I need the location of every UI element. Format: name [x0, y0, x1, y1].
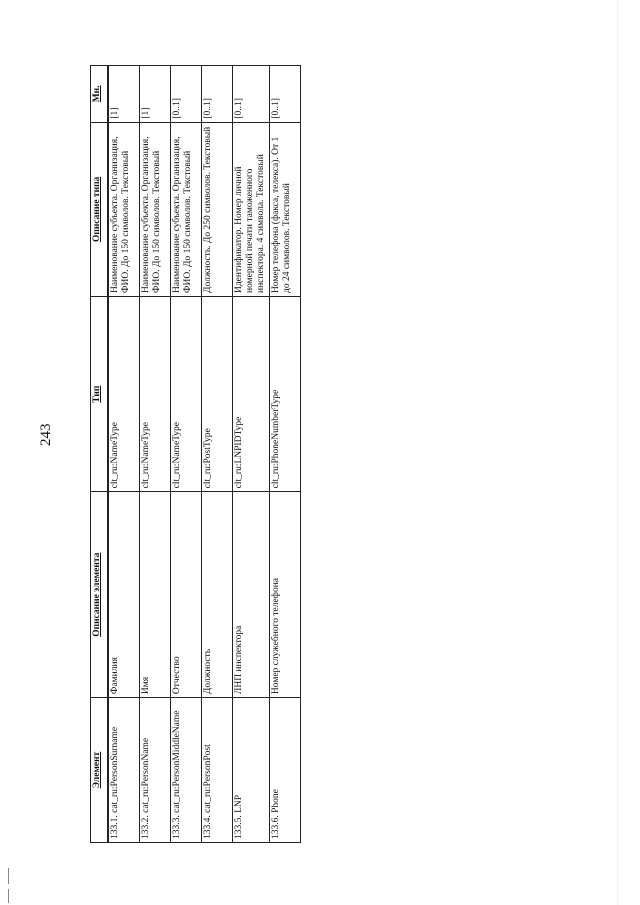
table-row [269, 66, 300, 843]
table-row [108, 66, 139, 843]
cell-type-description: Идентификатор. Номер личной номерной печати таможенного инспектора. 4 символа. Текстовый [232, 122, 269, 296]
cell-type: clt_ru:NameType [139, 297, 170, 492]
cell-type: clt_ru:NameType [108, 297, 139, 492]
table-header-row [91, 66, 109, 843]
table-row [139, 66, 170, 843]
element-name: cat_ru:PersonName [140, 737, 151, 813]
cell-type: clt_ru:PhoneNumberType [269, 297, 300, 492]
cell-element [232, 698, 269, 843]
row-number: 133.5. [233, 815, 244, 839]
cell-multiplicity: [0..1] [201, 66, 232, 123]
cell-type-description: Должность. До 250 символов. Текстовый [201, 122, 232, 296]
cell-element [108, 698, 139, 843]
cell-element-description: Отчество [170, 492, 201, 698]
cell-type-description: Наименование субъекта. Организация, ФИО. До 150 символов. Текстовый [108, 122, 139, 296]
elements-table [90, 65, 301, 843]
table-row [201, 66, 232, 843]
row-number: 133.6. [270, 815, 281, 839]
element-name: LNP [233, 794, 244, 813]
cell-element [170, 698, 201, 843]
row-number: 133.4. [202, 815, 213, 839]
scan-mark [8, 889, 9, 903]
cell-type: clt_ru:PostType [201, 297, 232, 492]
cell-type-description: Наименование субъекта. Организация, ФИО. До 150 символов. Текстовый [139, 122, 170, 296]
cell-multiplicity: [1] [108, 66, 139, 123]
header-multiplicity: Мн. [91, 66, 109, 123]
cell-multiplicity: [1] [139, 66, 170, 123]
header-element-description: Описание элемента [91, 492, 109, 698]
cell-element [269, 698, 300, 843]
cell-type-description: Наименование субъекта. Организация, ФИО. До 150 символов. Текстовый [170, 122, 201, 296]
header-type: Тип [91, 297, 109, 492]
element-name: cat_ru:PersonPost [202, 744, 213, 813]
header-type-description: Описание типа [91, 122, 109, 296]
cell-type-description: Номер телефона (факса, телекса). От 1 до 24 символов. Текстовый [269, 122, 300, 296]
cell-element-description: Номер служебного телефона [269, 492, 300, 698]
page-number: 243 [38, 423, 54, 446]
header-element: Элемент [91, 698, 109, 843]
cell-multiplicity: [0..1] [269, 66, 300, 123]
cell-element [201, 698, 232, 843]
table-row [232, 66, 269, 843]
cell-element-description: Фамилия [108, 492, 139, 698]
cell-type: clt_ru:NameType [170, 297, 201, 492]
cell-element-description: Должность [201, 492, 232, 698]
page-edge [617, 0, 618, 905]
row-number: 133.2. [140, 815, 151, 839]
element-name: cat_ru:PersonSurname [110, 726, 120, 813]
cell-element [139, 698, 170, 843]
cell-element-description: Имя [139, 492, 170, 698]
table-row [170, 66, 201, 843]
rotated-table-container [90, 65, 335, 843]
element-name: Phone [270, 789, 281, 813]
cell-multiplicity: [0..1] [232, 66, 269, 123]
row-number: 133.3. [171, 815, 182, 839]
cell-type: clt_ru:LNPIDType [232, 297, 269, 492]
cell-element-description: ЛНП инспектора [232, 492, 269, 698]
cell-multiplicity: [0..1] [170, 66, 201, 123]
element-name: cat_ru:PersonMiddleName [171, 710, 182, 813]
scan-mark [8, 868, 9, 884]
row-number: 133.1. [110, 815, 120, 839]
